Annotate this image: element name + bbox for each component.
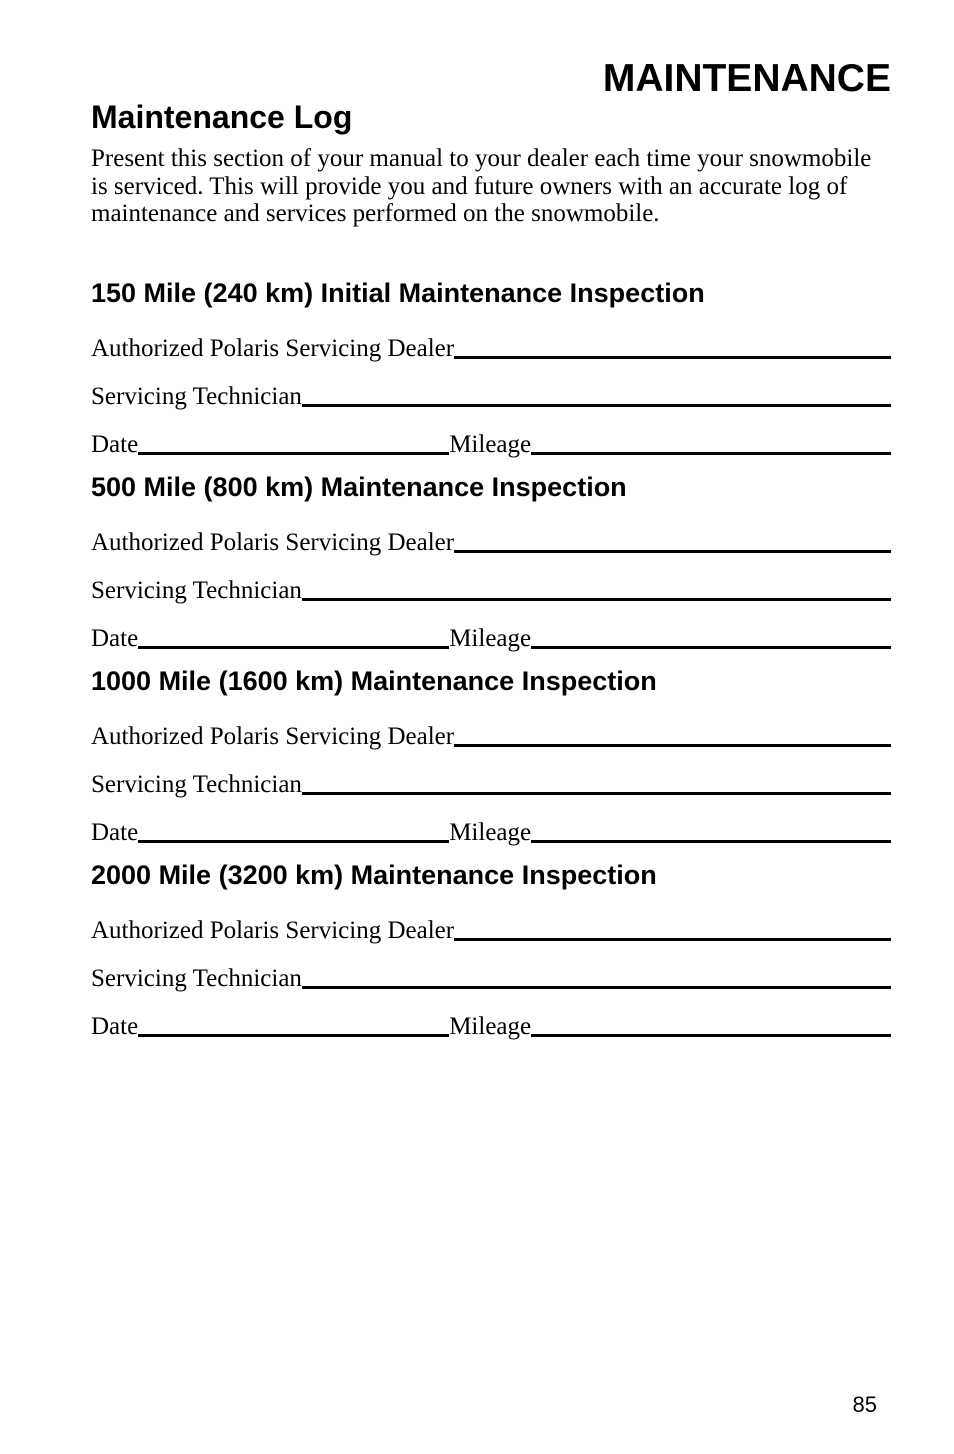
section-title: MAINTENANCE	[602, 57, 891, 100]
dealer-label: Authorized Polaris Servicing Dealer	[91, 723, 455, 750]
technician-field-row	[91, 945, 891, 993]
dealer-field-row	[91, 315, 891, 363]
dealer-field-row	[91, 703, 891, 751]
technician-label: Servicing Technician	[91, 965, 302, 992]
date-mileage-row	[91, 605, 891, 653]
technician-field-row	[91, 751, 891, 799]
inspection-block	[91, 857, 891, 1041]
mileage-label: Mileage	[449, 819, 532, 846]
mileage-blank-line[interactable]	[531, 1034, 891, 1037]
inspection-block	[91, 275, 891, 459]
technician-blank-line[interactable]	[302, 986, 891, 989]
date-blank-line[interactable]	[138, 452, 449, 455]
dealer-field-row	[91, 897, 891, 945]
date-mileage-row	[91, 993, 891, 1041]
dealer-label: Authorized Polaris Servicing Dealer	[91, 917, 455, 944]
technician-field-row	[91, 557, 891, 605]
dealer-blank-line[interactable]	[454, 550, 891, 553]
date-label: Date	[91, 1013, 139, 1040]
dealer-blank-line[interactable]	[454, 938, 891, 941]
date-mileage-row	[91, 799, 891, 847]
mileage-label: Mileage	[449, 625, 532, 652]
page-title: Maintenance Log	[91, 99, 353, 135]
dealer-label: Authorized Polaris Servicing Dealer	[91, 529, 455, 556]
inspection-title: 2000 Mile (3200 km) Maintenance Inspection	[91, 860, 657, 890]
technician-label: Servicing Technician	[91, 383, 302, 410]
mileage-blank-line[interactable]	[531, 840, 891, 843]
mileage-label: Mileage	[449, 431, 532, 458]
inspection-block	[91, 663, 891, 847]
technician-blank-line[interactable]	[302, 792, 891, 795]
dealer-blank-line[interactable]	[454, 744, 891, 747]
mileage-blank-line[interactable]	[531, 452, 891, 455]
date-label: Date	[91, 819, 139, 846]
technician-label: Servicing Technician	[91, 771, 302, 798]
manual-page	[91, 0, 891, 1454]
technician-blank-line[interactable]	[302, 404, 891, 407]
date-mileage-row	[91, 411, 891, 459]
intro-paragraph: Present this section of your manual to your dealer each time your snowmobile is serviced. This will provide you and future owners with an accurate log of maintenance and services performed on the snowmobile.	[91, 145, 872, 227]
inspection-title: 150 Mile (240 km) Initial Maintenance Inspection	[91, 278, 705, 308]
date-blank-line[interactable]	[138, 840, 449, 843]
technician-label: Servicing Technician	[91, 577, 302, 604]
inspection-block	[91, 469, 891, 653]
mileage-label: Mileage	[449, 1013, 532, 1040]
dealer-label: Authorized Polaris Servicing Dealer	[91, 335, 455, 362]
technician-blank-line[interactable]	[302, 598, 891, 601]
inspection-title: 1000 Mile (1600 km) Maintenance Inspection	[91, 666, 657, 696]
dealer-blank-line[interactable]	[454, 356, 891, 359]
date-blank-line[interactable]	[138, 646, 449, 649]
mileage-blank-line[interactable]	[531, 646, 891, 649]
date-blank-line[interactable]	[138, 1034, 449, 1037]
technician-field-row	[91, 363, 891, 411]
date-label: Date	[91, 625, 139, 652]
dealer-field-row	[91, 509, 891, 557]
inspection-title: 500 Mile (800 km) Maintenance Inspection	[91, 472, 627, 502]
page-number: 85	[852, 1392, 877, 1417]
date-label: Date	[91, 431, 139, 458]
